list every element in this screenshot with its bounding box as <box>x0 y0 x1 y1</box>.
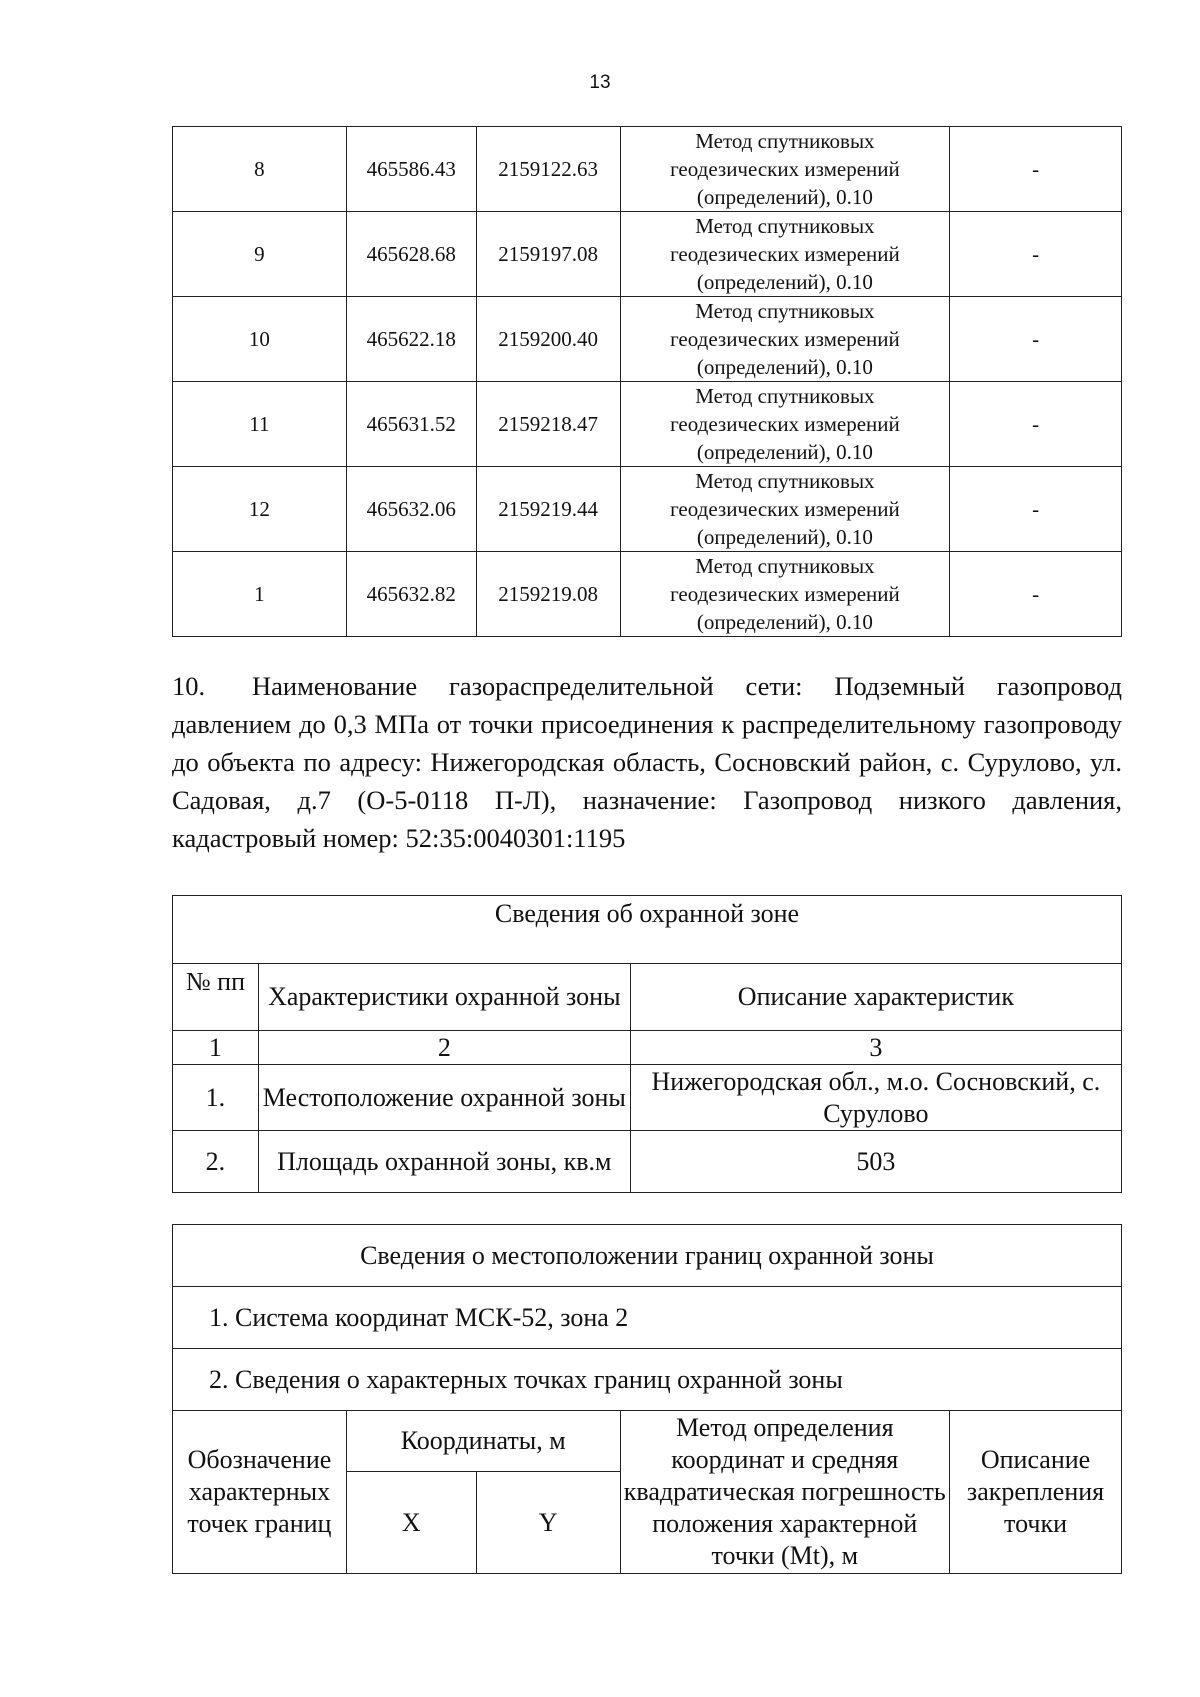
method-line: (определений), 0.10 <box>696 610 873 634</box>
fixing-description: - <box>950 552 1122 637</box>
page-number: 13 <box>589 72 611 93</box>
point-number: 9 <box>173 212 347 297</box>
coord-x: 465622.18 <box>346 297 476 382</box>
method-cell <box>620 382 950 467</box>
coord-x: 465632.82 <box>346 552 476 637</box>
header-x: X <box>346 1472 476 1574</box>
point-number: 12 <box>173 467 347 552</box>
method-line: (определений), 0.10 <box>696 185 873 209</box>
fixing-description: - <box>950 212 1122 297</box>
row-characteristic: Местоположение охранной зоны <box>258 1065 630 1131</box>
coordinates-row <box>173 467 1122 552</box>
coord-y: 2159218.47 <box>476 382 620 467</box>
fixing-description: - <box>950 467 1122 552</box>
coord-y: 2159219.44 <box>476 467 620 552</box>
method-line: геодезических измерений <box>670 582 900 606</box>
coord-y: 2159200.40 <box>476 297 620 382</box>
coord-y: 2159197.08 <box>476 212 620 297</box>
index-cell: 3 <box>630 1031 1121 1065</box>
zone-table-title: Сведения об охранной зоне <box>173 896 1122 964</box>
method-line: (определений), 0.10 <box>696 270 873 294</box>
method-cell <box>620 127 950 212</box>
coord-x: 465631.52 <box>346 382 476 467</box>
coordinates-row <box>173 552 1122 637</box>
point-number: 11 <box>173 382 347 467</box>
header-method: Метод определения координат и средняя квадратическая погрешность положения характерной точки (Mt), м <box>620 1411 950 1574</box>
boundary-table-title: Сведения о местоположении границ охранной зоны <box>173 1225 1122 1287</box>
section-paragraph <box>172 667 1122 857</box>
boundary-points-line: 2. Сведения о характерных точках границ охранной зоны <box>173 1349 1122 1411</box>
method-line: (определений), 0.10 <box>696 355 873 379</box>
header-fixing-description: Описание закрепления точки <box>950 1411 1122 1574</box>
method-cell <box>620 297 950 382</box>
index-cell: 1 <box>173 1031 259 1065</box>
index-cell: 2 <box>258 1031 630 1065</box>
header-number: № пп <box>173 964 259 1031</box>
coord-x: 465586.43 <box>346 127 476 212</box>
method-line: Метод спутниковых <box>695 469 875 493</box>
header-characteristic: Характеристики охранной зоны <box>258 964 630 1031</box>
method-line: Метод спутниковых <box>695 214 875 238</box>
row-number: 1. <box>173 1065 259 1131</box>
header-y: Y <box>476 1472 620 1574</box>
method-line: геодезических измерений <box>670 157 900 181</box>
method-line: Метод спутниковых <box>695 299 875 323</box>
coord-x: 465628.68 <box>346 212 476 297</box>
coord-y: 2159122.63 <box>476 127 620 212</box>
method-cell <box>620 467 950 552</box>
method-cell <box>620 552 950 637</box>
method-cell <box>620 212 950 297</box>
fixing-description: - <box>950 127 1122 212</box>
header-coordinates: Координаты, м <box>346 1411 620 1472</box>
method-line: геодезических измерений <box>670 497 900 521</box>
row-number: 2. <box>173 1131 259 1193</box>
method-line: Метод спутниковых <box>695 384 875 408</box>
header-description: Описание характеристик <box>630 964 1121 1031</box>
row-description: 503 <box>630 1131 1121 1193</box>
row-description: Нижегородская обл., м.о. Сосновский, с. Сурулово <box>630 1065 1121 1131</box>
fixing-description: - <box>950 382 1122 467</box>
method-line: Метод спутниковых <box>695 554 875 578</box>
fixing-description: - <box>950 297 1122 382</box>
coordinates-row <box>173 297 1122 382</box>
method-line: (определений), 0.10 <box>696 440 873 464</box>
section-number: 10. <box>172 671 206 701</box>
header-point-designation: Обозначение характерных точек границ <box>173 1411 347 1574</box>
point-number: 1 <box>173 552 347 637</box>
method-line: геодезических измерений <box>670 327 900 351</box>
coordinates-row <box>173 212 1122 297</box>
method-line: (определений), 0.10 <box>696 525 873 549</box>
section-text: Наименование газораспределительной сети: Подземный газопровод давлением до 0,3 МПа от точки присоединения к распределительному газопроводу до объекта по адресу: Нижегородская область, Сосновский район, с. Сурулово, ул. Садовая, д.7 (О-5-0118 П-Л), назначение: Газопровод низкого давления, кадастровый номер: 52:35:0040301:1195 <box>172 671 1122 853</box>
method-line: геодезических измерений <box>670 242 900 266</box>
coordinate-system-line: 1. Система координат МСК-52, зона 2 <box>173 1287 1122 1349</box>
coord-x: 465632.06 <box>346 467 476 552</box>
method-line: геодезических измерений <box>670 412 900 436</box>
coord-y: 2159219.08 <box>476 552 620 637</box>
coordinates-row <box>173 382 1122 467</box>
protection-zone-table <box>172 895 1122 1193</box>
point-number: 8 <box>173 127 347 212</box>
row-characteristic: Площадь охранной зоны, кв.м <box>258 1131 630 1193</box>
coordinates-table <box>172 126 1122 637</box>
boundary-table <box>172 1224 1122 1574</box>
method-line: Метод спутниковых <box>695 129 875 153</box>
point-number: 10 <box>173 297 347 382</box>
coordinates-row <box>173 127 1122 212</box>
